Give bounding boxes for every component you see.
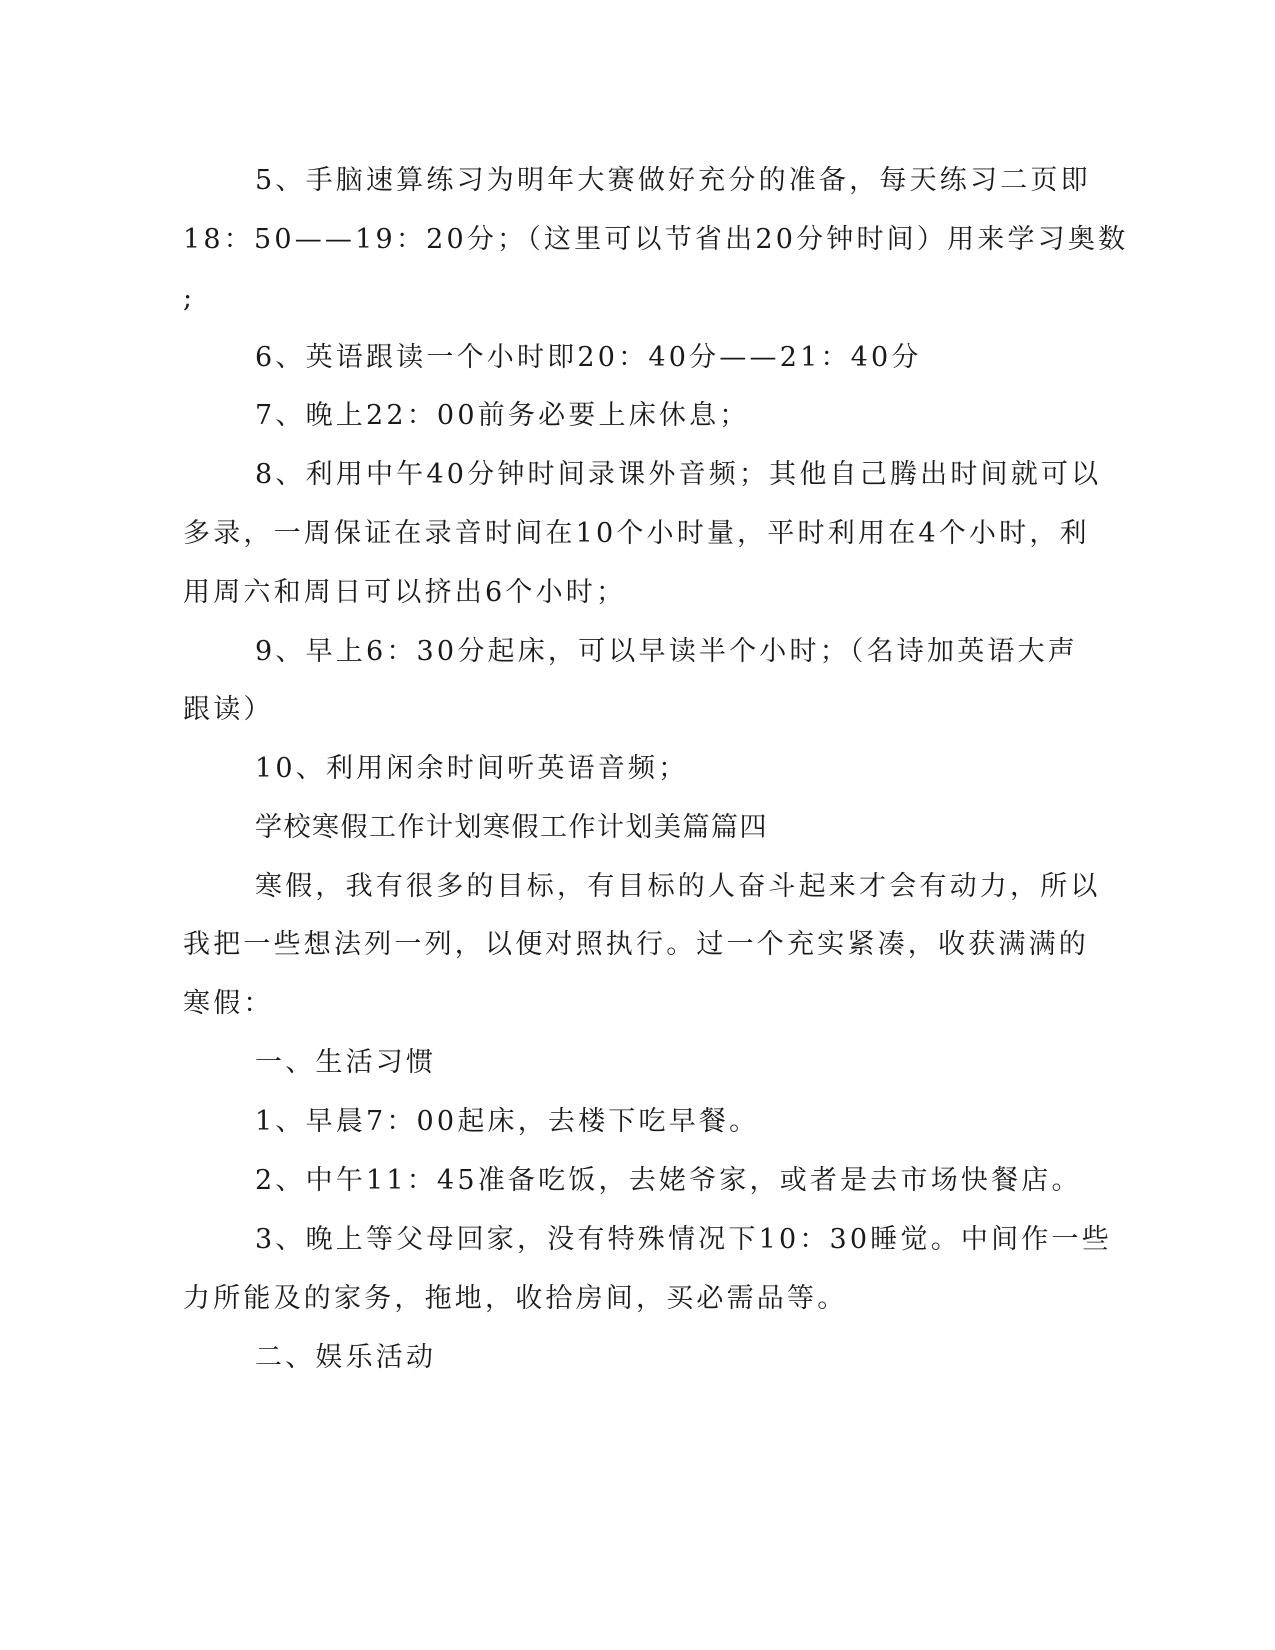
intro-line-2: 我把一些想法列一列，以便对照执行。过一个充实紧凑，收获满满的 — [183, 929, 1089, 960]
item-9-line-1: 9、早上6：30分起床，可以早读半个小时；（名诗加英语大声 — [255, 636, 1079, 667]
item-10: 10、利用闲余时间听英语音频； — [255, 753, 689, 784]
item-8-line-3: 用周六和周日可以挤出6个小时； — [183, 577, 627, 608]
item-9-line-2: 跟读） — [183, 694, 274, 725]
habit-3-line-1: 3、晚上等父母回家，没有特殊情况下10：30睡觉。中间作一些 — [255, 1224, 1112, 1255]
habit-1: 1、早晨7：00起床，去楼下吃早餐。 — [255, 1106, 760, 1137]
intro-line-3: 寒假： — [183, 988, 274, 1019]
heading-entertainment: 二、娱乐活动 — [255, 1342, 437, 1373]
item-8-line-2: 多录，一周保证在录音时间在10个小时量，平时利用在4个小时，利 — [183, 518, 1090, 549]
habit-3-line-2: 力所能及的家务，拖地，收拾房间，买必需品等。 — [183, 1283, 848, 1314]
item-7: 7、晚上22：00前务必要上床休息； — [255, 400, 750, 431]
item-6: 6、英语跟读一个小时即20：40分——21：40分 — [255, 342, 922, 373]
section-title: 学校寒假工作计划寒假工作计划美篇篇四 — [255, 812, 768, 843]
item-5-line-1: 5、手脑速算练习为明年大赛做好充分的准备，每天练习二页即 — [255, 165, 1091, 196]
item-5-line-2: 18：50——19：20分；（这里可以节省出20分钟时间）用来学习奥数 — [183, 224, 1129, 255]
item-5-line-3: ; — [183, 283, 196, 314]
item-8-line-1: 8、利用中午40分钟时间录课外音频；其他自己腾出时间就可以 — [255, 459, 1102, 490]
habit-2: 2、中午11：45准备吃饭，去姥爷家，或者是去市场快餐店。 — [255, 1165, 1082, 1196]
heading-life-habits: 一、生活习惯 — [255, 1047, 437, 1078]
intro-line-1: 寒假，我有很多的目标，有目标的人奋斗起来才会有动力，所以 — [255, 871, 1101, 902]
